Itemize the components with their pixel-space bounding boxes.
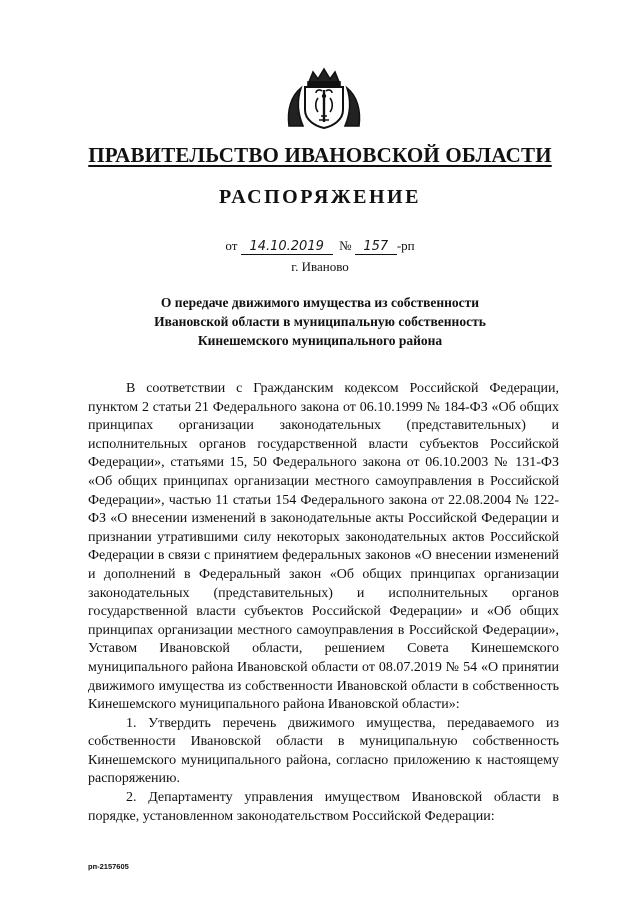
document-subject — [0, 293, 640, 350]
document-body — [88, 380, 559, 826]
government-title: ПРАВИТЕЛЬСТВО ИВАНОВСКОЙ ОБЛАСТИ — [88, 143, 552, 167]
document-type: РАСПОРЯЖЕНИЕ — [219, 186, 421, 208]
subject-line: О передаче движимого имущества из собственности — [160, 295, 480, 310]
item-1-paragraph: 1. Утвердить перечень движимого имущества, передаваемого из собственности Ивановской области в муниципальную собственность Кинешемского муниципального района, согласно приложению к настоящему распоряжению. — [88, 715, 559, 787]
document-date: 14.10.2019 — [241, 239, 333, 255]
document-number: 157 — [355, 239, 397, 255]
item-2-paragraph: 2. Департаменту управления имуществом Ивановской области в порядке, установленном законодательством Российской Федерации: — [88, 790, 559, 824]
number-suffix: -рп — [396, 238, 415, 253]
preamble-paragraph: В соответствии с Гражданским кодексом Российской Федерации, пунктом 2 статьи 21 Федерального закона от 06.10.1999 № 184-ФЗ «Об общих принципах организации законодательных (представительных) и исполнительных органов государственной власти субъектов Российской Федерации», статьями 15, 50 Федерального закона от 06.10.2003 № 131-ФЗ «Об общих принципах организации местного самоуправления в Российской Федерации», частью 11 статьи 154 Федерального закона от 22.08.2004 № 122-ФЗ «О внесении изменений в законодательные акты Российской Федерации и признании утратившими силу некоторых законодательных актов Российской Федерации в связи с принятием федеральных законов «О внесении изменений и дополнений в Федеральный закон «Об общих принципах организации законодательных (представительных) и исполнительных органов государственной власти субъектов Российской Федерации» и «Об общих принципах организации местного самоуправления в Российской Федерации», Уставом Ивановской области, решением Совета Кинешемского муниципального района Ивановской области от 08.07.2019 № 54 «О принятии движимого имущества из собственности Ивановской области в собственность Кинешемского муниципального района Ивановской области»: — [88, 381, 559, 713]
coat-of-arms-icon — [283, 66, 365, 130]
document-meta — [0, 238, 640, 255]
document-code: рп-2157605 — [88, 862, 129, 871]
subject-line: Ивановской области в муниципальную собственность — [154, 314, 486, 329]
date-from-label: от — [225, 238, 238, 253]
number-label: № — [339, 238, 352, 253]
city: г. Иваново — [291, 259, 349, 274]
subject-line: Кинешемского муниципального района — [197, 333, 443, 348]
